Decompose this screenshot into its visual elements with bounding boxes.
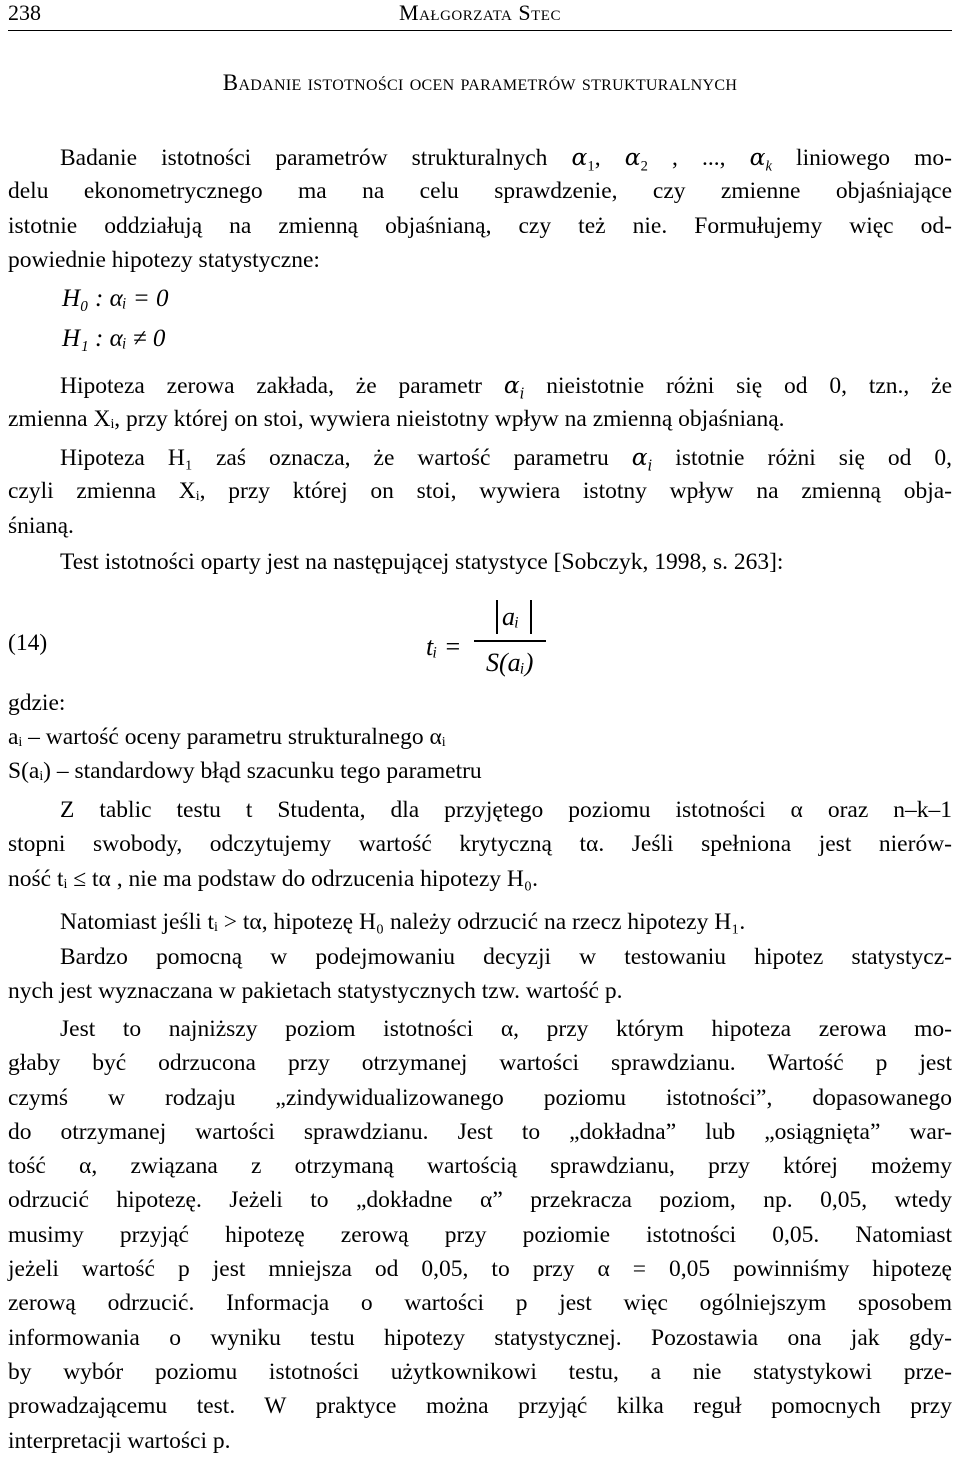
test-line: Test istotności oparty jest na następującej statystyce [Sobczyk, 1998, s. 263]:: [60, 549, 784, 575]
abs-bar-right: [530, 600, 532, 634]
formula-number: (14): [8, 630, 48, 656]
def-line-4: do otrzymanej wartości sprawdzianu. Jest to „dokładna” lub „osiągnięta” war-: [8, 1118, 952, 1145]
hypothesis-h0: H₀ : αᵢ = 0: [62, 285, 169, 312]
fraction-bar: [474, 640, 546, 642]
running-header: [8, 0, 952, 31]
abs-bar-left: [496, 600, 498, 634]
page-number: 238: [8, 0, 41, 25]
intro-paragraph: [8, 140, 952, 277]
formula-numerator: aᵢ: [502, 602, 520, 631]
where-label: gdzie:: [8, 690, 66, 716]
def-line-5: tość α, związana z otrzymaną wartością sprawdzianu, przy której możemy: [8, 1153, 952, 1180]
def-line-13: interpretacji wartości p.: [8, 1427, 231, 1454]
pvalue-line-1: Bardzo pomocną w podejmowaniu decyzji w testowaniu hipotez statystycz-: [60, 944, 952, 970]
running-head-author: Małgorzata Stec: [399, 0, 561, 25]
where-def-s: S(aᵢ) – standardowy błąd szacunku tego parametru: [8, 758, 482, 784]
def-line-10: informowania o wyniku testu hipotezy statystycznej. Pozostawia ona jak gdy-: [8, 1324, 952, 1351]
document-page: [8, 0, 953, 1454]
test-paragraph: [8, 545, 952, 579]
pvalue-paragraph: [8, 940, 952, 1009]
section-heading: Badanie istotności ocen parametrów strukturalnych: [222, 70, 738, 95]
def-line-1: Jest to najniższy poziom istotności α, przy którym hipoteza zerowa mo-: [60, 1016, 952, 1042]
table-line-2: stopni swobody, odczytujemy wartość krytyczną tα. Jeśli spełniona jest nierów-: [8, 831, 952, 858]
where-def-a: aᵢ – wartość oceny parametru strukturalnego αᵢ: [8, 724, 446, 750]
h1-line-2: czyli zmienna Xᵢ, przy której on stoi, wywiera istotny wpływ na zmienną obja-: [8, 478, 952, 505]
h1-line-1: Hipoteza H₁ zaś oznacza, że wartość parametru $\alpha_i$ istotnie różni się od 0,: [60, 443, 953, 475]
def-line-11: by wybór poziomu istotności użytkownikowi testu, a nie statystykowi prze-: [8, 1358, 952, 1385]
table-paragraph: [8, 793, 952, 896]
formula-lhs: tᵢ =: [426, 632, 462, 661]
table-line-3: ność tᵢ ≤ tα , nie ma podstaw do odrzucenia hipotezy H₀.: [8, 865, 538, 892]
h0-paragraph: [8, 368, 952, 437]
intro-line-3: istotnie oddziałują na zmienną objaśnianą, czy też nie. Formułujemy więc od-: [8, 212, 952, 239]
h0-line-2: zmienna Xᵢ, przy której on stoi, wywiera nieistotny wpływ na zmienną objaśnianą.: [8, 406, 785, 433]
def-line-9: zerową odrzucić. Informacja o wartości p jest więc ogólniejszym sposobem: [8, 1290, 952, 1317]
h1-paragraph: [8, 440, 952, 543]
intro-line-1: Badanie istotności parametrów strukturalnych $\alpha_1$, $\alpha_2$ , ..., $\alpha_k$ liniowego mo-: [60, 143, 953, 175]
hypothesis-h1: H₁ : αᵢ ≠ 0: [62, 325, 166, 352]
def-line-7: musimy przyjąć hipotezę zerową przy poziomie istotności 0,05. Natomiast: [8, 1221, 952, 1248]
def-line-2: głaby być odrzucona przy otrzymanej wartości sprawdzianu. Wartość p jest: [8, 1050, 952, 1077]
definition-paragraph: [8, 1012, 952, 1458]
intro-line-2: delu ekonometrycznego ma na celu sprawdzenie, czy zmienne objaśniające: [8, 178, 952, 205]
pvalue-line-2: nych jest wyznaczana w pakietach statystycznych tzw. wartość p.: [8, 978, 623, 1005]
def-line-6: odrzucić hipotezę. Jeżeli to „dokładne α” przekracza poziom, np. 0,05, wtedy: [8, 1187, 952, 1214]
table-line-1: Z tablic testu t Studenta, dla przyjętego poziomu istotności α oraz n–k–1: [60, 797, 952, 823]
h0-line-1: Hipoteza zerowa zakłada, że parametr $\alpha_i$ nieistotnie różni się od 0, tzn., że: [60, 371, 952, 403]
h1-line-3: śnianą.: [8, 512, 74, 539]
else-paragraph: [8, 905, 952, 939]
intro-line-4: powiedniе hipotezy statystyczne:: [8, 246, 320, 273]
def-line-12: prowadzającemu test. W praktyce można przyjąć kilka reguł pomocnych przy: [8, 1393, 952, 1420]
else-line: Natomiast jeśli tᵢ > tα, hipotezę H₀ należy odrzucić na rzecz hipotezy H₁.: [60, 909, 746, 935]
def-line-3: czymś w rodzaju „zindywidualizowanego poziomu istotności”, dopasowanego: [8, 1084, 952, 1111]
def-line-8: jeżeli wartość p jest mniejsza od 0,05, to przy α = 0,05 powinniśmy hipotezę: [8, 1256, 952, 1283]
formula-denominator: S(aᵢ): [486, 648, 534, 677]
